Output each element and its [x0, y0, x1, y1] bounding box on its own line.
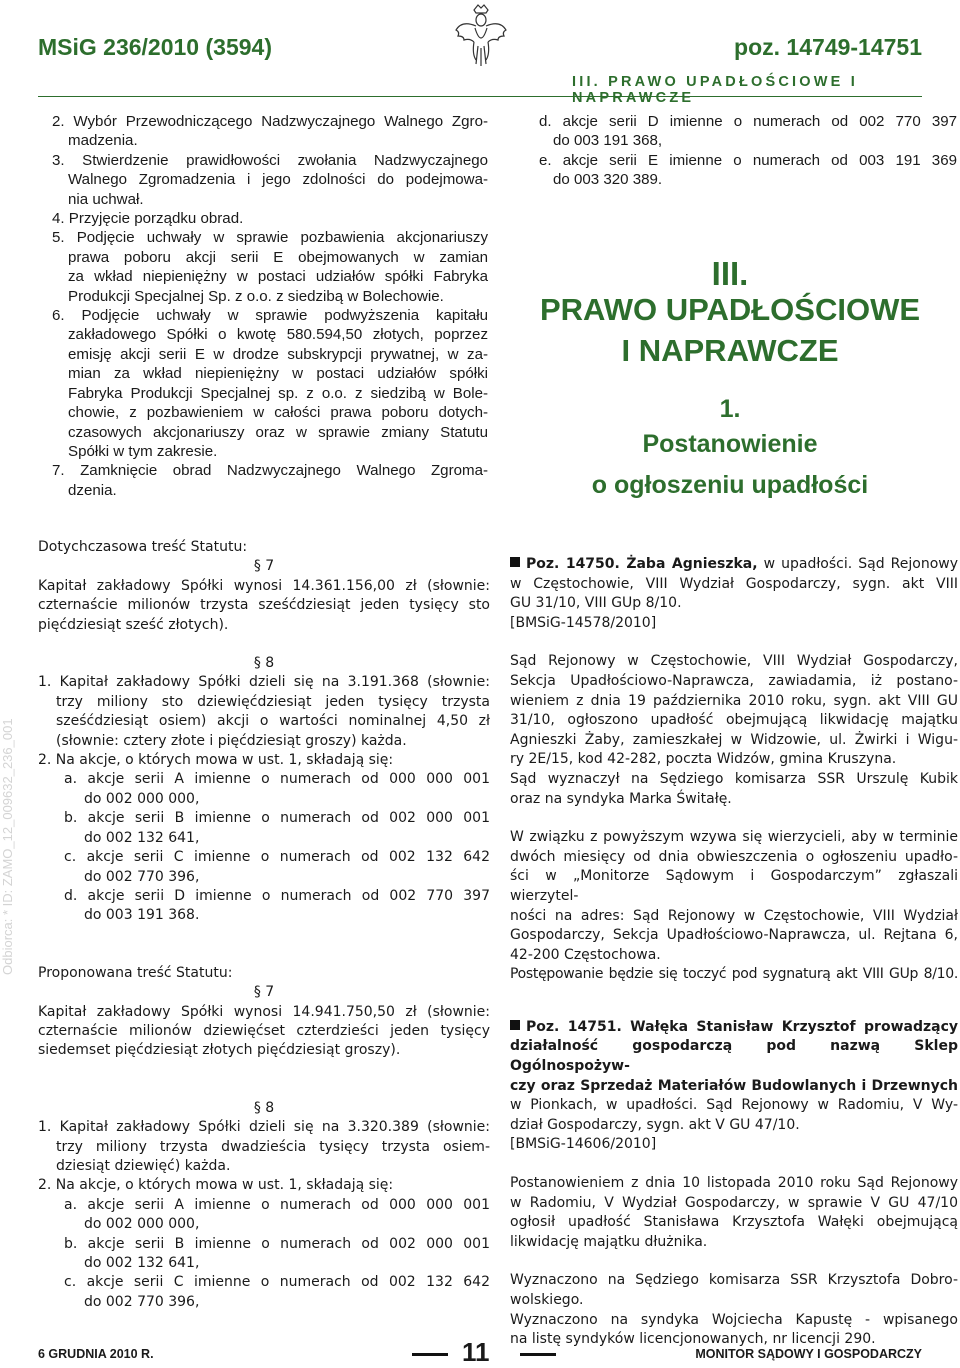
notice-14750-title: Poz. 14750. Żaba Agnieszka, [526, 556, 758, 572]
statute-line: do 002 132 641, [84, 829, 200, 846]
statute-line: a. akcje serii A imienne o numerach od 000 000 001 [64, 1196, 490, 1213]
agenda-line: 6. Podjęcie uchwały w sprawie podwyższenia kapitału [52, 307, 488, 325]
statute-line: 2. Na akcje, o których mowa w ust. 1, składają się: [38, 1177, 394, 1194]
page-number-rule-right [520, 1353, 556, 1356]
section-running-title: III. PRAWO UPADŁOŚCIOWE I NAPRAWCZE [572, 74, 858, 106]
notice-14751-title-line: działalność gospodarczą pod nazwą Sklep Ogólnospożyw- [510, 1038, 958, 1075]
notice-line: ści w „Monitorze Sądowym i Gospodarczym” zgłaszali wierzytel- [510, 868, 958, 904]
notice-line: Sąd Rejonowy w Częstochowie, VIII Wydział Gospodarczy, [510, 653, 958, 670]
agenda-line: zakładowego Spółki o kwotę 580.594,50 złotych, poprzez [68, 326, 488, 344]
agenda-line: chowie, z pozbawieniem w całości prawa poboru dotych- [68, 404, 488, 422]
notice-line: w Radomiu, V Wydział Gospodarczy, w sprawie V GU 47/10 [510, 1194, 958, 1211]
statute-line: do 002 000 000, [84, 790, 200, 807]
eagle-emblem-icon [452, 2, 510, 68]
statute-line: czternaście milionów trzysta sześćdziesiąt jeden tysięcy sto [38, 597, 490, 614]
notice-line: 42-200 Częstochowa. [510, 946, 661, 963]
agenda-line: 2. Wybór Przewodniczącego Nadzwyczajnego Walnego Zgro- [52, 113, 488, 130]
notice-line: [BMSiG-14606/2010] [510, 1136, 657, 1153]
notice-line: [BMSiG-14578/2010] [510, 614, 657, 631]
paragraph-7-heading: § 7 [253, 984, 275, 1001]
notice-14751-header [510, 1018, 958, 1038]
statute-change [38, 538, 490, 1312]
subsection-number: 1. [719, 395, 741, 423]
notice-line: Agnieszki Żaby, zamieszkałej w Widzowie, ul. Żwirki i Wigu- [510, 731, 958, 748]
paragraph-8-heading: § 8 [253, 655, 275, 672]
statute-line: a. akcje serii A imienne o numerach od 000 000 001 [64, 771, 490, 788]
statute-line: c. akcje serii C imienne o numerach od 002 132 642 [64, 1274, 490, 1291]
share-line: d. akcje serii D imienne o numerach od 002 770 397 [539, 113, 957, 130]
agenda-line: 4. Przyjęcie porządku obrad. [52, 210, 244, 228]
statute-line: sześćdziesiąt osiem) akcji o wartości nominalnej 4,50 zł [56, 713, 490, 730]
agenda-line: mian za wkład niepieniężny w postaci udziałów spółki [68, 365, 488, 383]
statute-line: Kapitał zakładowy Spółki wynosi 14.941.750,50 zł (słownie: [38, 1003, 490, 1020]
agenda-line: nia uchwał. [68, 190, 144, 208]
share-line: do 003 320 389. [553, 171, 663, 189]
paragraph-7-heading: § 7 [253, 558, 275, 575]
statute-line: Kapitał zakładowy Spółki wynosi 14.361.156,00 zł (słownie: [38, 577, 490, 594]
section-title-line1: PRAWO UPADŁOŚCIOWE [539, 292, 921, 327]
agenda-line: Walnego Zgromadzenia i jego zdolności do podejmowa- [68, 171, 488, 189]
statute-line: do 002 132 641, [84, 1255, 200, 1271]
statute-line: b. akcje serii B imienne o numerach od 002 000 001 [64, 1235, 490, 1252]
notice-line: oraz na syndyka Marka Świtałę. [510, 790, 732, 807]
agenda-line: czasowych akcjonariuszy oraz w sprawie zmiany Statutu [68, 423, 488, 441]
agenda-line: madzenia. [68, 132, 138, 150]
statute-line: pięćdziesiąt sześć złotych). [38, 616, 229, 633]
bankruptcy-notices [510, 555, 958, 1350]
watermark-text: Odbiorca: * ID: ZAMO_12_009632_236_001 [0, 718, 15, 975]
share-line: do 003 191 368, [553, 132, 663, 150]
notice-line: na listę syndyków licencjonowanych, nr licencji 290. [510, 1331, 876, 1348]
agenda-line: Fabryka Produkcji Specjalnej sp. z o.o. z siedzibą w Bole- [68, 384, 488, 402]
notice-line: Gospodarczy, Sekcja Upadłościowo-Naprawcza, ul. Rejtana 6, [510, 927, 958, 944]
statute-line: czternaście milionów dziewięćset czterdzieści jeden tysięcy [38, 1022, 490, 1039]
notice-line: Postępowanie będzie się toczyć pod sygnaturą akt VIII GUp 8/10. [510, 966, 958, 983]
statute-line: d. akcje serii D imienne o numerach od 002 770 397 [64, 887, 490, 904]
header-rule [38, 96, 922, 97]
paragraph-8-heading: § 8 [253, 1099, 275, 1116]
statute-line: trzy miliony sto dziewięćdziesiąt jeden tysięcy trzysta [56, 693, 490, 710]
statute-line: dziesiąt dziewięć) każda. [56, 1157, 231, 1174]
notice-line: GU 31/10, VIII GUp 8/10. [510, 595, 682, 612]
agenda-line: prawa poboru akcji serii E obejmowanych w zamian [68, 248, 488, 266]
positions-range: poz. 14749-14751 [734, 34, 922, 60]
proposed-statute-heading: Proponowana treść Statutu: [38, 964, 233, 981]
issue-number: MSiG 236/2010 (3594) [38, 34, 272, 60]
agenda-line: Spółki w tym zakresie. [68, 442, 218, 460]
agenda-line: 3. Stwierdzenie prawidłowości zwołania Nadzwyczajnego [52, 151, 488, 169]
statute-line: 2. Na akcje, o których mowa w ust. 1, składają się: [38, 752, 394, 769]
notice-14750-title-rest: w upadłości. Sąd Rejonowy [757, 556, 959, 572]
statute-line: do 002 000 000, [84, 1216, 200, 1233]
subsection-title-line1: Postanowienie [642, 430, 818, 458]
notice-line: Sekcja Upadłościowo-Naprawcza, zawiadamia, iż postano- [510, 672, 958, 689]
notice-line: ności na adres: Sąd Rejonowy w Częstochowie, VIII Wydział [510, 907, 958, 924]
notice-line: dział Gospodarczy, sygn. akt V GU 47/10. [510, 1116, 800, 1133]
notice-14751-title: Poz. 14751. Wałęka Stanisław Krzysztof prowadzący [526, 1018, 958, 1035]
statute-line: 1. Kapitał zakładowy Spółki dzieli się na 3.320.389 (słownie: [38, 1119, 490, 1136]
section-number: III. [711, 255, 749, 292]
notice-line: 31/10, ogłoszono upadłość obejmującą likwidację majątku [510, 712, 958, 729]
agenda-line: 7. Zamknięcie obrad Nadzwyczajnego Walnego Zgroma- [52, 462, 488, 480]
notice-14751-title-line: czy oraz Sprzedaż Materiałów Budowlanych i Drzewnych [510, 1077, 958, 1094]
notice-line: dwóch miesięcy od dnia obwieszczenia o ogłoszeniu upadło- [510, 848, 958, 865]
notice-line: likwidację majątku dłużnika. [510, 1233, 708, 1250]
agenda-line: dzenia. [68, 481, 117, 499]
agenda-line: 5. Podjęcie uchwały w sprawie pozbawienia akcjonariuszy [52, 229, 488, 247]
publisher-name: MONITOR SĄDOWY I GOSPODARCZY [695, 1347, 922, 1361]
notice-line: w Częstochowie, VIII Wydział Gospodarczy, sygn. akt VIII [510, 575, 958, 592]
notice-line: ogłosił upadłość Stanisława Krzysztofa Wałęki obejmującą [510, 1214, 958, 1231]
bullet-square-icon [510, 1020, 520, 1030]
notice-line: Postanowieniem z dnia 10 listopada 2010 roku Sąd Rejonowy [510, 1175, 958, 1192]
section-title-line2: I NAPRAWCZE [621, 333, 839, 368]
notice-line: Sąd wyznaczył na Sędziego komisarza SSR Urszulę Kubik [510, 770, 958, 787]
bullet-square-icon [510, 557, 520, 567]
notice-line: Wyznaczono na Sędziego komisarza SSR Krzysztofa Dobro- [510, 1272, 958, 1289]
share-list-continued [539, 112, 957, 190]
notice-line: ry 2E/15, kod 42-282, poczta Widzów, gmina Kruszyna. [510, 751, 897, 768]
statute-line: (słownie: cztery złote i pięćdziesiąt groszy) każda. [56, 732, 407, 749]
subsection-title-line2: o ogłoszeniu upadłości [591, 471, 869, 499]
notice-line: wolskiego. [510, 1292, 584, 1308]
page-number-rule-left [412, 1353, 448, 1356]
agenda-list [52, 112, 488, 500]
statute-line: do 003 191 368. [84, 907, 200, 924]
statute-line: 1. Kapitał zakładowy Spółki dzieli się na 3.191.368 (słownie: [38, 674, 490, 691]
statute-line: do 002 770 396, [84, 868, 200, 885]
agenda-line: za wkład niepieniężny w postaci udziałów spółki Fabryka [68, 268, 488, 286]
agenda-line: Produkcji Specjalnej Sp. z o.o. z siedzibą w Bolechowie. [68, 287, 444, 305]
statute-line: siedemset pięćdziesiąt złotych pięćdziesiąt groszy). [38, 1042, 401, 1059]
notice-14750-header [510, 555, 958, 575]
notice-line: W związku z powyższym wzywa się wierzycieli, aby w terminie [510, 829, 958, 846]
statute-line: c. akcje serii C imienne o numerach od 002 132 642 [64, 849, 490, 866]
statute-line: do 002 770 396, [84, 1293, 200, 1310]
recipient-watermark [0, 545, 20, 975]
notice-line: w Pionkach, w upadłości. Sąd Rejonowy w Radomiu, V Wy- [510, 1097, 958, 1114]
notice-line: Wyznaczono na syndyka Wojciecha Kapustę - wpisanego [510, 1311, 958, 1328]
issue-date: 6 GRUDNIA 2010 R. [38, 1347, 154, 1361]
share-line: e. akcje serii E imienne o numerach od 003 191 369 [539, 151, 957, 169]
agenda-line: emisję akcji serii E w drodze subskrypcji prywatnej, w za- [68, 345, 488, 363]
page-number: 11 [462, 1337, 490, 1367]
statute-line: b. akcje serii B imienne o numerach od 002 000 001 [64, 810, 490, 827]
notice-line: wieniem z dnia 19 października 2010 roku, sygn. akt VIII GU [510, 692, 958, 709]
statute-line: trzy miliony trzysta dwadzieścia tysięcy trzysta osiem- [56, 1138, 490, 1155]
current-statute-heading: Dotychczasowa treść Statutu: [38, 539, 248, 555]
